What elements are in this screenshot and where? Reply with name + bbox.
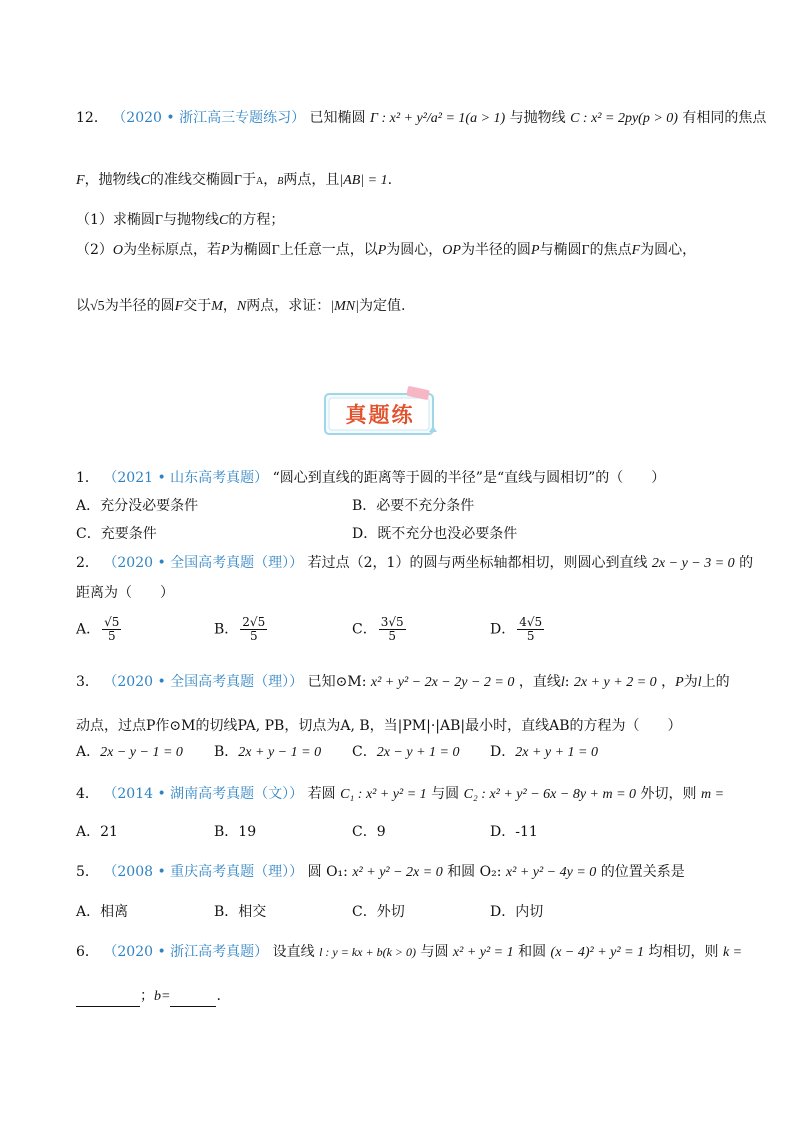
q12-text: （2） <box>76 242 113 258</box>
q12-symbol: Γ <box>233 173 242 188</box>
q4-circle2-equation: C₂ : x² + y² − 6x − 8y + m = 0 <box>463 787 637 802</box>
q6-circle2-equation: (x − 4)² + y² = 1 <box>550 945 645 960</box>
q5-circle2-equation: x² + y² − 4y = 0 <box>505 865 597 880</box>
q3-text: 上的 <box>701 674 730 690</box>
q3-option-equation: 2x − y − 1 = 0 <box>100 745 183 760</box>
q3-option-equation: 2x − y + 1 = 0 <box>376 745 460 760</box>
q12-symbol: C <box>140 173 150 188</box>
q5-text: 和圆 O₂: <box>447 864 502 880</box>
q3-option-d <box>490 742 598 763</box>
q6-stem <box>76 942 742 963</box>
q3-option-equation: 2x + y + 1 = 0 <box>515 745 599 760</box>
q12-text: 与抛物线 <box>509 110 566 126</box>
q12-text: 为坐标原点，若 <box>123 242 222 258</box>
q3-line-equation: 2x + y + 2 = 0 <box>573 675 657 690</box>
q4-option-d: D．-11 <box>490 824 538 840</box>
q12-symbol: A <box>256 176 264 187</box>
q4-option-c: C．9 <box>352 824 386 840</box>
q5-option-b: B．相交 <box>214 904 267 920</box>
q12-symbol: P <box>530 243 540 258</box>
q12-symbol: Γ <box>271 243 280 258</box>
q1-stem <box>76 468 665 488</box>
q12-text: . <box>387 172 393 188</box>
q6-end: . <box>216 988 221 1004</box>
q3-option-label: A． <box>76 744 101 760</box>
q3-symbol: l <box>697 675 702 690</box>
q12-text: 的准线交椭圆 <box>149 172 234 188</box>
q2-option-label: C． <box>352 621 377 638</box>
q3-text: ， <box>661 674 676 690</box>
q12-symbol: N <box>236 299 247 314</box>
q2-numerator: √5 <box>104 615 120 629</box>
q5-stem <box>76 862 685 883</box>
q12-text: 为半径的圆 <box>460 242 531 258</box>
q6-text: 设直线 <box>272 944 315 960</box>
q12-text: ，抛物线 <box>84 172 141 188</box>
q12-symbol: M <box>211 299 223 314</box>
q12-text: 交于 <box>183 298 212 314</box>
q5-text: 的位置关系是 <box>600 864 685 880</box>
q2-line-equation: 2x − y − 3 = 0 <box>651 556 735 571</box>
q3-option-b <box>214 742 321 763</box>
q2-denominator: 5 <box>526 629 535 643</box>
q6-symbol: b= <box>154 989 171 1004</box>
q4-symbol: m = <box>700 787 725 802</box>
q12-text: 两点，且 <box>283 172 340 188</box>
q12-text: 已知椭圆 <box>309 110 366 126</box>
q3-text: : <box>564 674 570 690</box>
q4-text: 外切，则 <box>640 786 697 802</box>
q12-text: 与抛物线 <box>163 212 220 228</box>
q12-text: 以 <box>76 298 90 314</box>
q4-option-b: B．19 <box>214 824 257 840</box>
q3-option-label: C． <box>352 744 377 760</box>
q5-text: 圆 O₁: <box>307 864 348 880</box>
q4-stem <box>76 784 724 805</box>
q12-symbol: √5 <box>90 299 105 314</box>
q4-text: 与圆 <box>431 786 460 802</box>
section-banner <box>321 386 439 438</box>
q2-option-b <box>214 616 269 643</box>
q12-symbol: |MN| <box>330 299 359 314</box>
q3-option-label: B． <box>214 744 239 760</box>
q2-text: 的 <box>739 555 754 571</box>
q2-stem-cont <box>76 583 174 603</box>
q2-numerator: 4√5 <box>519 615 543 629</box>
q1-text: “圆心到直线的距离等于圆的半径”是“直线与圆相切”的（ ） <box>272 470 666 486</box>
q1-option-a: A．充分没必要条件 <box>76 498 199 514</box>
q12-text: 上任意一点，以 <box>279 242 378 258</box>
q12-text: 为椭圆 <box>229 242 272 258</box>
q2-denominator: 5 <box>388 629 396 643</box>
banner-title: 真题练 <box>345 403 415 427</box>
q12-text: （1）求椭圆 <box>76 212 155 228</box>
q3-stem <box>76 672 730 693</box>
q12-symbol: B <box>277 176 284 187</box>
q6-answer-line <box>76 986 221 1007</box>
q12-text: ， <box>222 298 237 314</box>
q4-option-a: A．21 <box>76 824 118 840</box>
q3-option-label: D． <box>490 744 516 760</box>
q4-text: 若圆 <box>307 786 336 802</box>
q12-symbol: OP <box>442 243 461 258</box>
q4-source-link[interactable]: （2014 • 湖南高考真题（文）） <box>103 786 304 802</box>
q3-text: 已知⊙M: <box>307 674 367 690</box>
q12-parabola-equation: C : x² = 2py(p > 0) <box>570 111 678 126</box>
q6-number: 6． <box>76 944 99 960</box>
q2-option-label: A． <box>76 621 101 638</box>
q1-option-b: B．必要不充分条件 <box>352 498 475 514</box>
q3-number: 3． <box>76 674 99 690</box>
q2-denominator: 5 <box>107 629 116 643</box>
q12-text: 的方程； <box>228 212 285 228</box>
q12-symbol: O <box>112 243 124 258</box>
q12-symbol: Γ <box>581 243 590 258</box>
q2-option-label: B． <box>214 621 239 638</box>
q12-text: 于 <box>242 172 256 188</box>
q12-text: 有相同的焦点 <box>682 110 767 126</box>
q12-source-link[interactable]: （2020 • 浙江高三专题练习） <box>112 110 306 126</box>
q5-option-d: D．内切 <box>490 904 544 920</box>
q2-fraction <box>379 616 406 643</box>
q12-symbol: P <box>221 243 230 258</box>
q6-answer-blank-b[interactable] <box>170 992 216 1007</box>
q12-text: 为定值. <box>358 298 406 314</box>
q3-stem-cont <box>76 716 682 736</box>
q12-symbol: F <box>631 243 641 258</box>
q12-ellipse-equation: Γ : x² + y²/a² = 1(a > 1) <box>369 111 506 126</box>
q12-part2-cont <box>76 296 405 317</box>
q3-text: ，直线 <box>518 674 561 690</box>
q2-numerator: 2√5 <box>242 615 266 629</box>
q1-source-link[interactable]: （2021 • 山东高考真题） <box>103 470 269 486</box>
q12-number: 12． <box>76 110 108 126</box>
q2-stem <box>76 553 753 574</box>
q2-numerator: 3√5 <box>380 615 404 629</box>
q12-text: 与椭圆 <box>539 242 582 258</box>
q2-text: 若过点（2，1）的圆与两坐标轴都相切，则圆心到直线 <box>307 555 648 571</box>
q2-denominator: 5 <box>249 629 258 643</box>
q1-option-d: D．既不充分也没必要条件 <box>352 526 518 542</box>
q6-line-equation: l : y = kx + b(k > 0) <box>319 945 416 959</box>
q2-fraction <box>517 616 544 643</box>
q6-text: 与圆 <box>420 944 449 960</box>
q6-text: 均相切，则 <box>648 944 719 960</box>
q12-text: 为圆心， <box>640 242 697 258</box>
q2-option-label: D． <box>490 621 516 638</box>
q5-number: 5． <box>76 864 99 880</box>
q3-symbol: P <box>675 675 684 690</box>
q12-text: 的焦点 <box>589 242 632 258</box>
q2-source-link[interactable]: （2020 • 全国高考真题（理）） <box>103 555 304 571</box>
q2-text: 距离为（ ） <box>76 585 174 601</box>
q2-option-a <box>76 616 123 643</box>
q6-circle1-equation: x² + y² = 1 <box>452 945 514 960</box>
q12-ab-equation: |AB| = 1 <box>339 173 388 188</box>
q3-option-c <box>352 742 460 763</box>
q6-symbol: k = <box>722 945 743 960</box>
q3-circle-equation: x² + y² − 2x − 2y − 2 = 0 <box>370 675 515 690</box>
q3-symbol: l <box>560 675 565 690</box>
q12-symbol: F <box>174 299 184 314</box>
q6-source-link[interactable]: （2020 • 浙江高考真题） <box>103 944 269 960</box>
q4-number: 4． <box>76 786 99 802</box>
q6-separator: ； <box>140 988 154 1004</box>
q12-part2 <box>76 240 696 261</box>
q6-answer-blank-k[interactable] <box>76 992 140 1007</box>
q12-symbol: P <box>377 243 387 258</box>
q12-text: 为圆心， <box>386 242 443 258</box>
q5-option-c: C．外切 <box>352 904 405 920</box>
q2-option-d <box>490 616 546 643</box>
q1-option-c: C．充要条件 <box>76 526 157 542</box>
q2-fraction <box>102 616 121 643</box>
q5-circle1-equation: x² + y² − 2x = 0 <box>352 865 443 880</box>
q12-symbol: C <box>219 213 229 228</box>
q12-text: 为半径的圆 <box>104 298 175 314</box>
q12-line1 <box>76 108 766 129</box>
q3-option-a <box>76 742 183 763</box>
q12-text: ， <box>263 172 278 188</box>
q5-source-link[interactable]: （2008 • 重庆高考真题（理）） <box>103 864 304 880</box>
q12-part1 <box>76 210 284 231</box>
q12-symbol: Γ <box>154 213 164 228</box>
q5-option-a: A．相离 <box>76 904 129 920</box>
q4-circle1-equation: C₁ : x² + y² = 1 <box>340 787 427 802</box>
q12-symbol: F <box>76 173 85 188</box>
q2-fraction <box>240 616 267 643</box>
q6-text: 和圆 <box>518 944 547 960</box>
q2-option-c <box>352 616 408 643</box>
q2-number: 2． <box>76 555 99 571</box>
q12-line2 <box>76 170 392 192</box>
q1-number: 1． <box>76 470 99 486</box>
q3-text: 为 <box>683 674 698 690</box>
q3-text: 动点，过点P作⊙M的切线PA, PB，切点为A, B，当|PM|·|AB|最小时，直线AB的方程为（ ） <box>76 718 682 734</box>
q12-text: 两点，求证： <box>246 298 331 314</box>
q3-source-link[interactable]: （2020 • 全国高考真题（理）） <box>103 674 304 690</box>
q3-option-equation: 2x + y − 1 = 0 <box>238 745 322 760</box>
